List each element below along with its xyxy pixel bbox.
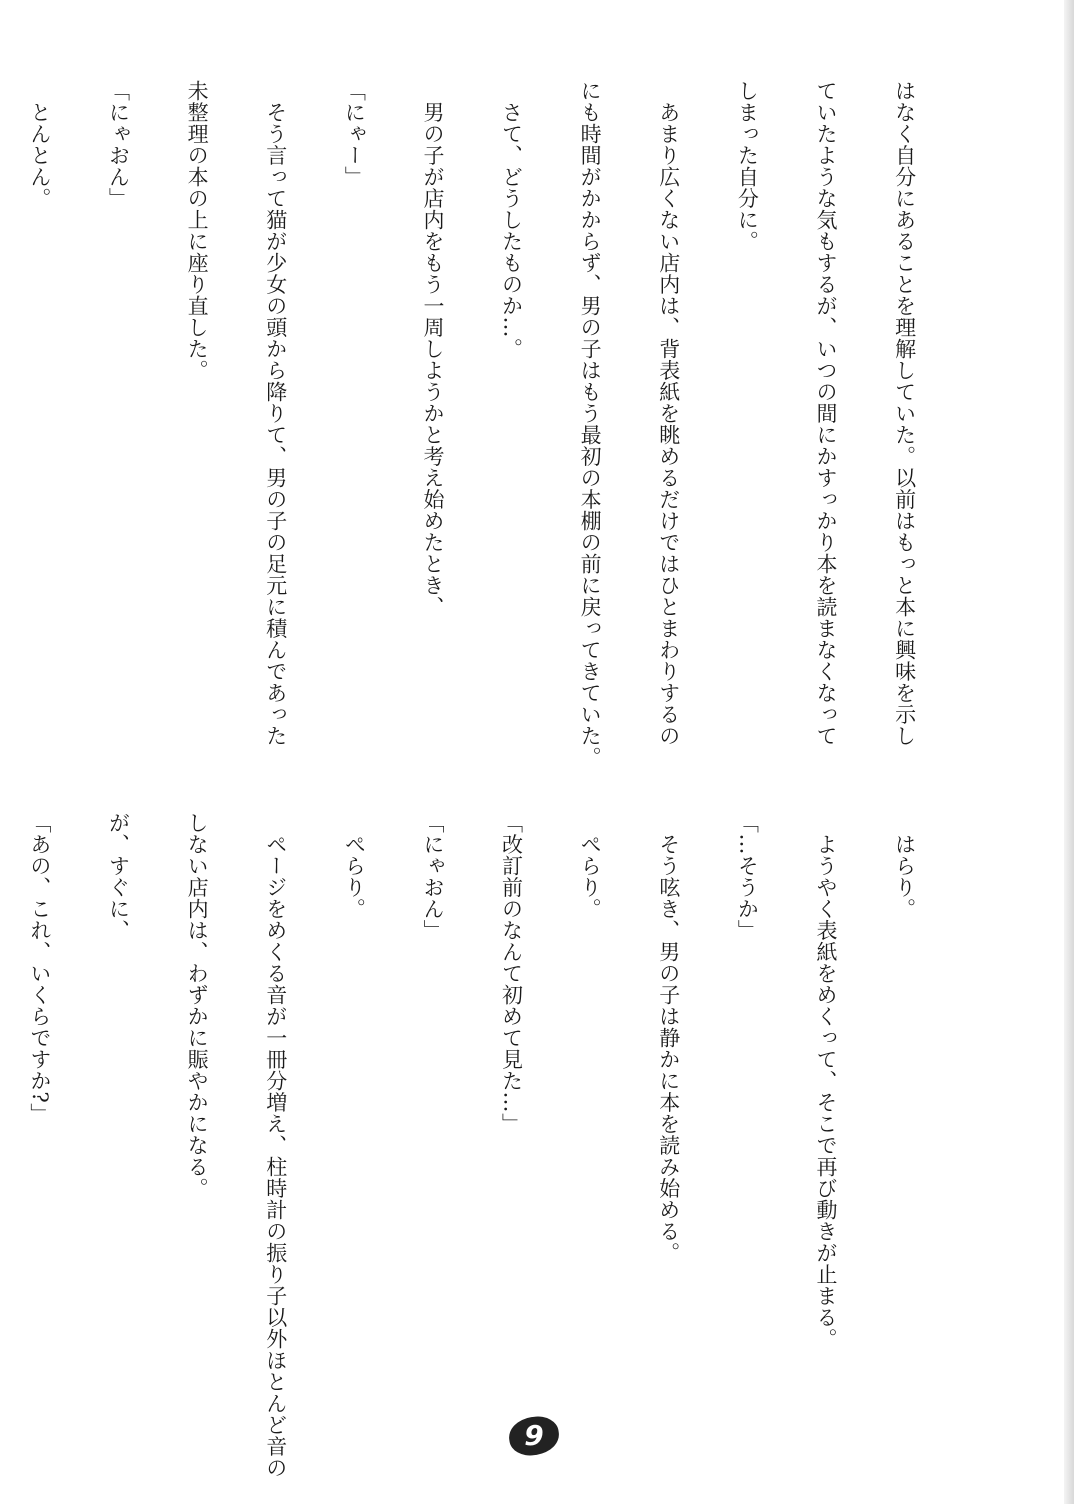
text-line: そう呟き、男の子は静かに本を読み始める。	[656, 812, 681, 1264]
text-line: さて、どうしたものか…。	[499, 80, 524, 360]
text-line: そう言って猫が少女の頭から降りて、男の子の足元に積んであった	[263, 80, 288, 747]
page-number-text: 9	[524, 1419, 544, 1452]
text-line: 「にゃー」	[342, 80, 367, 188]
top-text-block	[27, 80, 970, 768]
text-line: しまった自分に。	[735, 80, 760, 252]
text-line: 男の子が店内をもう一周しようかと考え始めたとき、	[420, 80, 445, 618]
text-line: とんとん。	[27, 80, 52, 209]
text-line: はなく自分にあることを理解していた。以前はもっと本に興味を示し	[892, 80, 917, 747]
text-line: 未整理の本の上に座り直した。	[185, 80, 210, 381]
text-line: はらり。	[892, 812, 917, 920]
text-line: 「…そうか」	[735, 812, 760, 941]
scan-edge	[1064, 0, 1074, 1504]
bottom-text-block	[27, 812, 970, 1479]
page-number	[509, 1417, 559, 1455]
text-line: が、すぐに、	[106, 812, 131, 941]
text-line: 「改訂前のなんて初めて見た…」	[499, 812, 524, 1135]
text-line: ページをめくる音が一冊分増え、柱時計の振り子以外ほとんど音の	[263, 812, 288, 1479]
text-line: ぺらり。	[342, 812, 367, 920]
text-line: 「にゃおん」	[420, 812, 445, 941]
text-line: ぺらり。	[578, 812, 603, 920]
text-line: あまり広くない店内は、背表紙を眺めるだけではひとまわりするの	[656, 80, 681, 747]
text-line: 「あの、これ、いくらですか?」	[27, 812, 52, 1125]
text-line: しない店内は、わずかに賑やかになる。	[185, 812, 210, 1199]
text-line: ていたような気もするが、いつの間にかすっかり本を読まなくなって	[813, 80, 838, 747]
text-line: 「にゃおん」	[106, 80, 131, 209]
text-line: ようやく表紙をめくって、そこで再び動きが止まる。	[813, 812, 838, 1350]
text-line: にも時間がかからず、男の子はもう最初の本棚の前に戻ってきていた。	[578, 80, 603, 768]
